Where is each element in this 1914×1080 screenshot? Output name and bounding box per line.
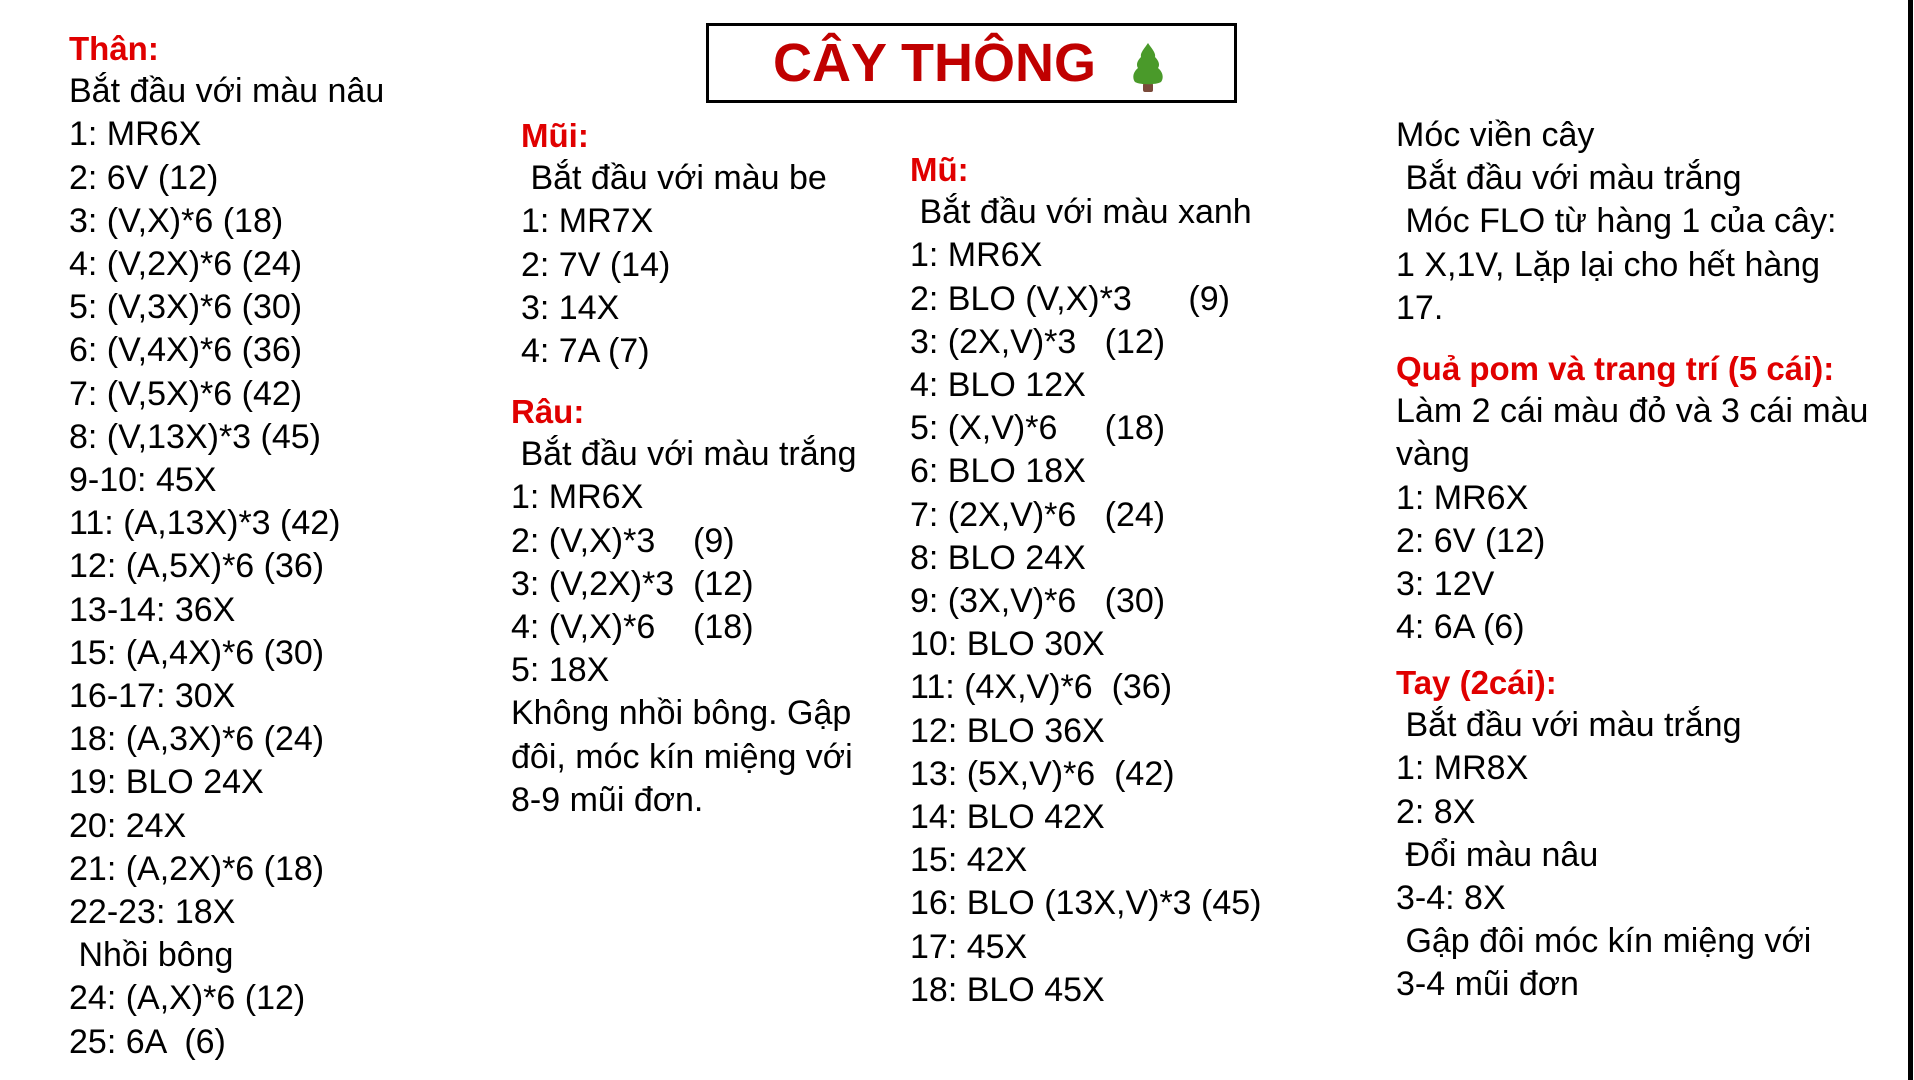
instruction-line: Móc viền cây (1396, 116, 1595, 154)
title-box (706, 23, 1237, 103)
instruction-line: 5: 18X (511, 651, 610, 690)
instruction-line: 12: (A,5X)*6 (36) (69, 547, 325, 586)
instruction-line: 16: BLO (13X,V)*3 (45) (910, 884, 1262, 923)
instruction-line: 25: 6A (6) (69, 1022, 226, 1061)
instruction-line: Bắt đầu với màu be (521, 159, 827, 198)
instruction-line: 1: MR8X (1396, 749, 1529, 788)
instruction-line: 3: (2X,V)*3 (12) (910, 322, 1166, 361)
instruction-line: 11: (4X,V)*6 (36) (910, 668, 1173, 707)
instruction-line: 3-4: 8X (1396, 879, 1506, 918)
instruction-line: 4: (V,2X)*6 (24) (69, 245, 303, 284)
instruction-line: 2: 7V (14) (521, 245, 671, 284)
instruction-line: 9: (3X,V)*6 (30) (910, 582, 1166, 621)
instruction-line: 13: (5X,V)*6 (42) (910, 754, 1175, 793)
section-heading: Thân: (69, 30, 159, 67)
section-heading: Quả pom và trang trí (5 cái): (1396, 350, 1835, 387)
instruction-line: 3: 12V (1396, 565, 1495, 604)
section-mu (910, 148, 1262, 1012)
instruction-line: 15: (A,4X)*6 (30) (69, 633, 325, 672)
section-than (69, 27, 384, 1064)
instruction-line: Làm 2 cái màu đỏ và 3 cái màu (1396, 392, 1869, 431)
section-lines (69, 70, 384, 1064)
instruction-line: đôi, móc kín miệng với (511, 737, 853, 776)
instruction-line: 4: BLO 12X (910, 366, 1086, 405)
instruction-line: 3: (V,X)*6 (18) (69, 201, 284, 240)
instruction-line: 1: MR6X (910, 236, 1043, 275)
instruction-line: 2: 6V (12) (1396, 521, 1546, 560)
instruction-line: 18: BLO 45X (910, 970, 1105, 1009)
instruction-line: 3: 14X (521, 288, 620, 327)
instruction-line: 18: (A,3X)*6 (24) (69, 720, 325, 759)
instruction-line: 6: (V,4X)*6 (36) (69, 331, 303, 370)
instruction-line: 9-10: 45X (69, 461, 217, 500)
instruction-line: 11: (A,13X)*3 (42) (69, 504, 341, 543)
instruction-line: 3: (V,2X)*3 (12) (511, 564, 754, 603)
right-border (1908, 0, 1913, 1080)
instruction-line: 7: (V,5X)*6 (42) (69, 374, 303, 413)
instruction-line: Nhồi bông (69, 936, 234, 975)
instruction-line: 1: MR6X (69, 115, 202, 154)
instruction-line: 14: BLO 42X (910, 798, 1105, 837)
section-heading: Mũ: (910, 151, 969, 188)
instruction-line: Bắt đầu với màu xanh (910, 193, 1252, 232)
instruction-line: 6: BLO 18X (910, 452, 1086, 491)
instruction-line: 12: BLO 36X (910, 711, 1105, 750)
instruction-line: 8: (V,13X)*3 (45) (69, 417, 321, 456)
instruction-line: Đổi màu nâu (1396, 835, 1599, 874)
instruction-line: 1: MR6X (1396, 478, 1529, 517)
section-lines (910, 191, 1262, 1012)
instruction-line: 5: (V,3X)*6 (30) (69, 288, 303, 327)
section-lines (521, 157, 827, 373)
section-lines (511, 433, 856, 822)
section-heading: Tay (2cái): (1396, 664, 1557, 701)
instruction-line: Bắt đầu với màu trắng (1396, 706, 1742, 745)
instruction-line: 4: 7A (7) (521, 332, 650, 371)
instruction-line: 4: 6A (6) (1396, 608, 1525, 647)
instruction-line: 17: 45X (910, 927, 1028, 966)
instruction-line: 3-4 mũi đơn (1396, 965, 1579, 1004)
instruction-line: 1: MR7X (521, 202, 654, 241)
section-moc-vien (1396, 114, 1836, 330)
instruction-line: Bắt đầu với màu trắng (1396, 159, 1742, 198)
section-heading: Mũi: (521, 117, 589, 154)
instruction-line: 16-17: 30X (69, 677, 236, 716)
instruction-line: 24: (A,X)*6 (12) (69, 979, 306, 1018)
instruction-line: 8: BLO 24X (910, 538, 1086, 577)
instruction-line: 2: 6V (12) (69, 158, 219, 197)
instruction-line: 2: 8X (1396, 792, 1476, 831)
section-rau (511, 390, 856, 822)
instruction-line: 20: 24X (69, 806, 187, 845)
instruction-line: 1: MR6X (511, 478, 644, 517)
page-title: CÂY THÔNG (772, 33, 1097, 93)
section-lines (1396, 704, 1811, 1006)
instruction-line: Bắt đầu với màu nâu (69, 72, 385, 111)
instruction-line: Móc FLO từ hàng 1 của cây: (1396, 202, 1837, 241)
instruction-line: 17. (1396, 288, 1444, 327)
section-mui (521, 114, 827, 373)
instruction-line: 13-14: 36X (69, 590, 236, 629)
instruction-line: 5: (X,V)*6 (18) (910, 409, 1166, 448)
instruction-line: 4: (V,X)*6 (18) (511, 608, 754, 647)
instruction-line: 19: BLO 24X (69, 763, 264, 802)
instruction-line: 21: (A,2X)*6 (18) (69, 849, 325, 888)
instruction-line: Bắt đầu với màu trắng (511, 435, 857, 474)
instruction-line: 8-9 mũi đơn. (511, 780, 704, 819)
instruction-line: 2: (V,X)*3 (9) (511, 521, 735, 560)
section-qua-pom (1396, 347, 1868, 649)
section-lines (1396, 390, 1868, 649)
section-heading: Râu: (511, 393, 585, 430)
instruction-line: 7: (2X,V)*6 (24) (910, 495, 1166, 534)
instruction-line: 10: BLO 30X (910, 625, 1105, 664)
instruction-line: 2: BLO (V,X)*3 (9) (910, 279, 1230, 318)
instruction-line: 1 X,1V, Lặp lại cho hết hàng (1396, 245, 1821, 284)
instruction-line: 15: 42X (910, 841, 1028, 880)
instruction-line: vàng (1396, 435, 1470, 474)
section-lines (1396, 114, 1836, 330)
instruction-line: 22-23: 18X (69, 893, 236, 932)
christmas-tree-icon (1126, 41, 1170, 93)
instruction-line: Gập đôi móc kín miệng với (1396, 922, 1812, 961)
instruction-line: Không nhồi bông. Gập (511, 694, 852, 733)
section-tay (1396, 661, 1811, 1007)
